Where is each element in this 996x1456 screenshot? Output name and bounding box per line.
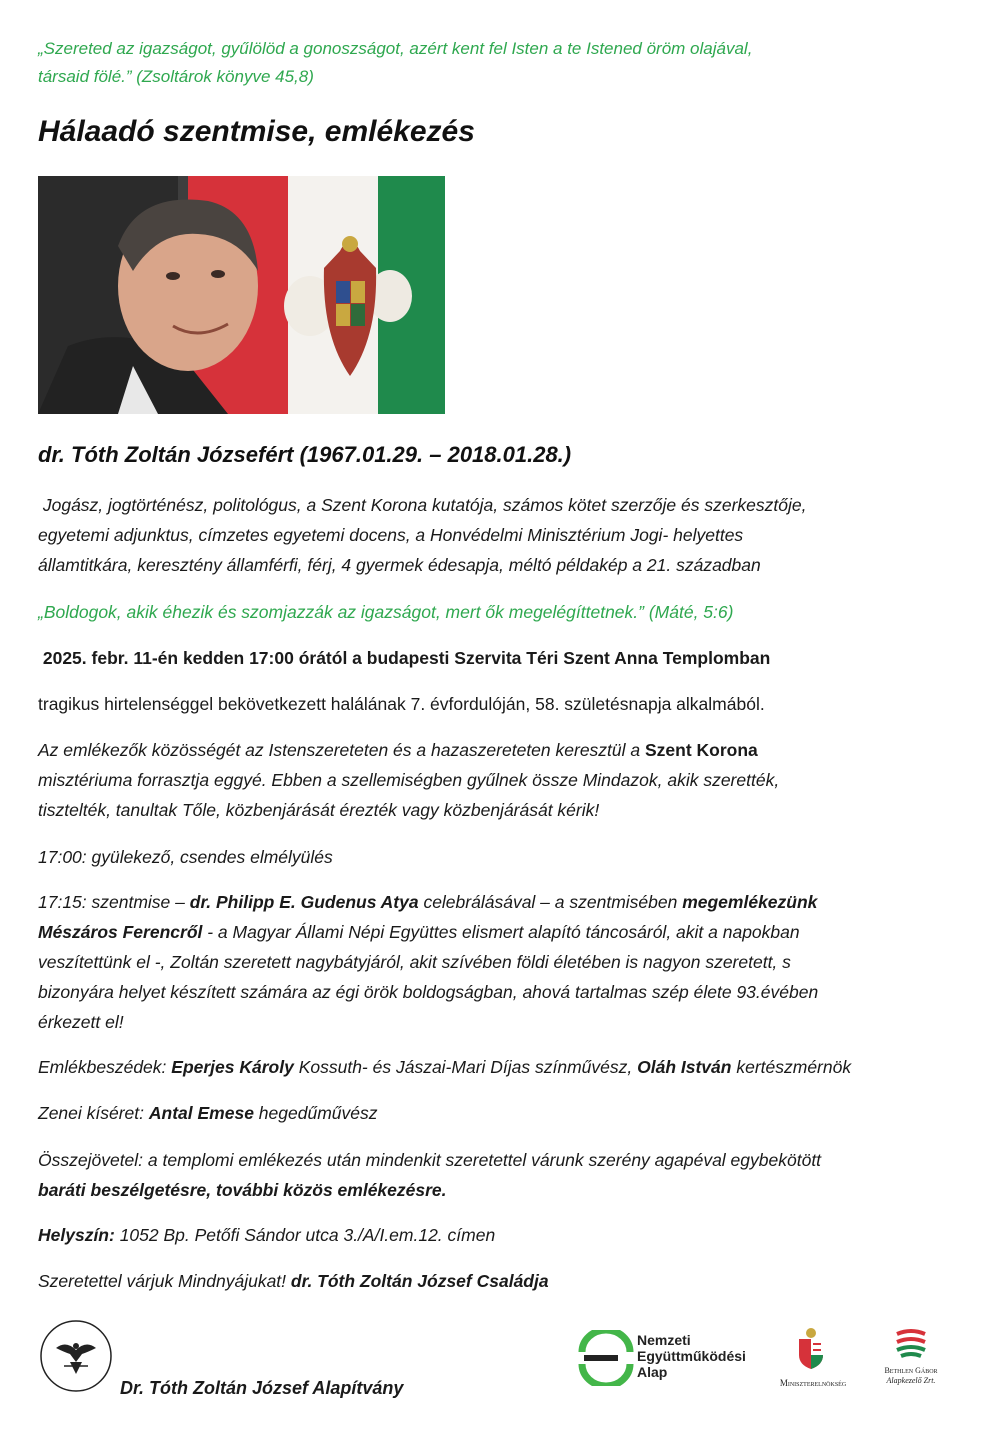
location-label: Helyszín: bbox=[38, 1225, 115, 1245]
biography bbox=[38, 490, 968, 580]
mass-line bbox=[38, 917, 973, 947]
nea-ring-icon bbox=[574, 1330, 634, 1386]
bethlen-text: Bethlen Gábor bbox=[884, 1366, 938, 1375]
text-span: kertészmérnök bbox=[731, 1057, 852, 1077]
text-span: Szeretettel várjuk Mindnyájukat! bbox=[38, 1271, 291, 1291]
family-signature: dr. Tóth Zoltán József Családja bbox=[290, 1271, 549, 1291]
mass-paragraph bbox=[38, 887, 973, 1037]
schedule-gathering: 17:00: gyülekező, csendes elmélyülés bbox=[38, 847, 333, 867]
event-date-location: 2025. febr. 11-én kedden 17:00 órától a budapesti Szervita Téri Szent Anna Templomban bbox=[38, 648, 771, 668]
community-line bbox=[38, 735, 968, 765]
szent-korona-emphasis: Szent Korona bbox=[645, 740, 758, 760]
text-span: hegedűművész bbox=[253, 1103, 378, 1123]
text-span: celebrálásával – a szentmisében bbox=[418, 892, 683, 912]
music-line bbox=[38, 1098, 378, 1128]
text-span: 17:15: szentmise – bbox=[38, 892, 190, 912]
location-value: 1052 Bp. Petőfi Sándor utca 3./A/I.em.12. címen bbox=[114, 1225, 496, 1245]
quote-line-2: társaid fölé.” (Zsoltárok könyve 45,8) bbox=[38, 67, 314, 86]
text-span-bold: megemlékezünk bbox=[682, 892, 818, 912]
nea-text: Alap bbox=[637, 1364, 668, 1380]
nea-wordmark bbox=[637, 1332, 746, 1380]
foundation-name: Dr. Tóth Zoltán József Alapítvány bbox=[120, 1378, 404, 1398]
bethlen-name bbox=[878, 1366, 944, 1386]
memorial-heading: dr. Tóth Zoltán Józsefért (1967.01.29. – 2018.01.28.) bbox=[38, 442, 572, 467]
bethlen-text: Alapkezelő Zrt. bbox=[886, 1376, 936, 1385]
mass-line bbox=[38, 887, 973, 917]
text-span: Zenei kíséret: bbox=[38, 1103, 149, 1123]
mass-line: veszítettünk el -, Zoltán szeretett nagybátyjáról, akit szívében földi életében is nagyon szeretett, s bbox=[38, 952, 791, 972]
celebrant-name: dr. Philipp E. Gudenus Atya bbox=[189, 892, 419, 912]
gathering-line: Összejövetel: a templomi emlékezés után mindenkit szeretettel várunk szerény agapéval egybekötött bbox=[38, 1150, 822, 1170]
page-title: Hálaadó szentmise, emlékezés bbox=[38, 115, 475, 148]
gathering-line: baráti beszélgetésre, további közös emlékezésre. bbox=[38, 1180, 447, 1200]
nea-text: Együttműködési bbox=[637, 1348, 746, 1364]
quote-line-1: „Szereted az igazságot, gyűlölöd a gonoszságot, azért kent fel Isten a te Istened öröm olajával, bbox=[38, 39, 753, 58]
nea-text: Nemzeti bbox=[637, 1332, 691, 1348]
mass-line: bizonyára helyet készített számára az égi örök boldogságban, ahová tartalmas szép élete 93.évében bbox=[38, 982, 819, 1002]
speaker-name: Oláh István bbox=[637, 1057, 732, 1077]
beatitude-quote: „Boldogok, akik éhezik és szomjazzák az igazságot, mert ők megelégíttetnek.” (Máté, 5:6) bbox=[38, 602, 734, 622]
speeches-line bbox=[38, 1052, 851, 1082]
opening-quote bbox=[38, 35, 968, 91]
foundation-logo bbox=[38, 1318, 114, 1394]
text-span: Emlékbeszédek: bbox=[38, 1057, 172, 1077]
ministry-logo bbox=[794, 1327, 828, 1371]
text-span: - a Magyar Állami Népi Együttes elismert alapító táncosáról, akit a napokban bbox=[202, 922, 800, 942]
bio-line: Jogász, jogtörténész, politológus, a Szent Korona kutatója, számos kötet szerzője és szerkesztője, bbox=[38, 495, 807, 515]
bio-line: államtitkára, keresztény államférfi, férj, 4 gyermek édesapja, méltó példakép a 21. században bbox=[38, 555, 761, 575]
location-line bbox=[38, 1220, 495, 1250]
eagle-emblem-icon bbox=[38, 1318, 114, 1394]
coat-of-arms-icon bbox=[794, 1327, 828, 1371]
gathering-paragraph bbox=[38, 1145, 973, 1205]
ministry-name: Miniszterelnökség bbox=[779, 1378, 847, 1388]
bethlen-shield-icon bbox=[893, 1328, 929, 1362]
mass-line: érkezett el! bbox=[38, 1012, 124, 1032]
nea-logo bbox=[574, 1330, 634, 1386]
invitation-line bbox=[38, 1266, 549, 1296]
community-line: tisztelték, tanultak Tőle, közbenjárását érezték vagy közbenjárását kérik! bbox=[38, 800, 600, 820]
bethlen-logo bbox=[893, 1328, 929, 1362]
text-span: Kossuth- és Jászai-Mari Díjas színművész, bbox=[293, 1057, 638, 1077]
commemorated-name: Mészáros Ferencről bbox=[38, 922, 203, 942]
speaker-name: Eperjes Károly bbox=[171, 1057, 294, 1077]
event-occasion: tragikus hirtelenséggel bekövetkezett halálának 7. évfordulóján, 58. születésnapja alkalmából. bbox=[38, 694, 765, 714]
bio-line: egyetemi adjunktus, címzetes egyetemi docens, a Honvédelmi Minisztérium Jogi- helyettes bbox=[38, 525, 744, 545]
musician-name: Antal Emese bbox=[148, 1103, 254, 1123]
community-paragraph bbox=[38, 735, 968, 825]
text-span: Az emlékezők közösségét az Istenszereteten és a hazaszereteten keresztül a bbox=[38, 740, 645, 760]
portrait-photo bbox=[38, 176, 445, 414]
community-line: misztériuma forrasztja eggyé. Ebben a szellemiségben gyűlnek össze Mindazok, akik szerették, bbox=[38, 770, 780, 790]
portrait-image bbox=[38, 176, 445, 414]
